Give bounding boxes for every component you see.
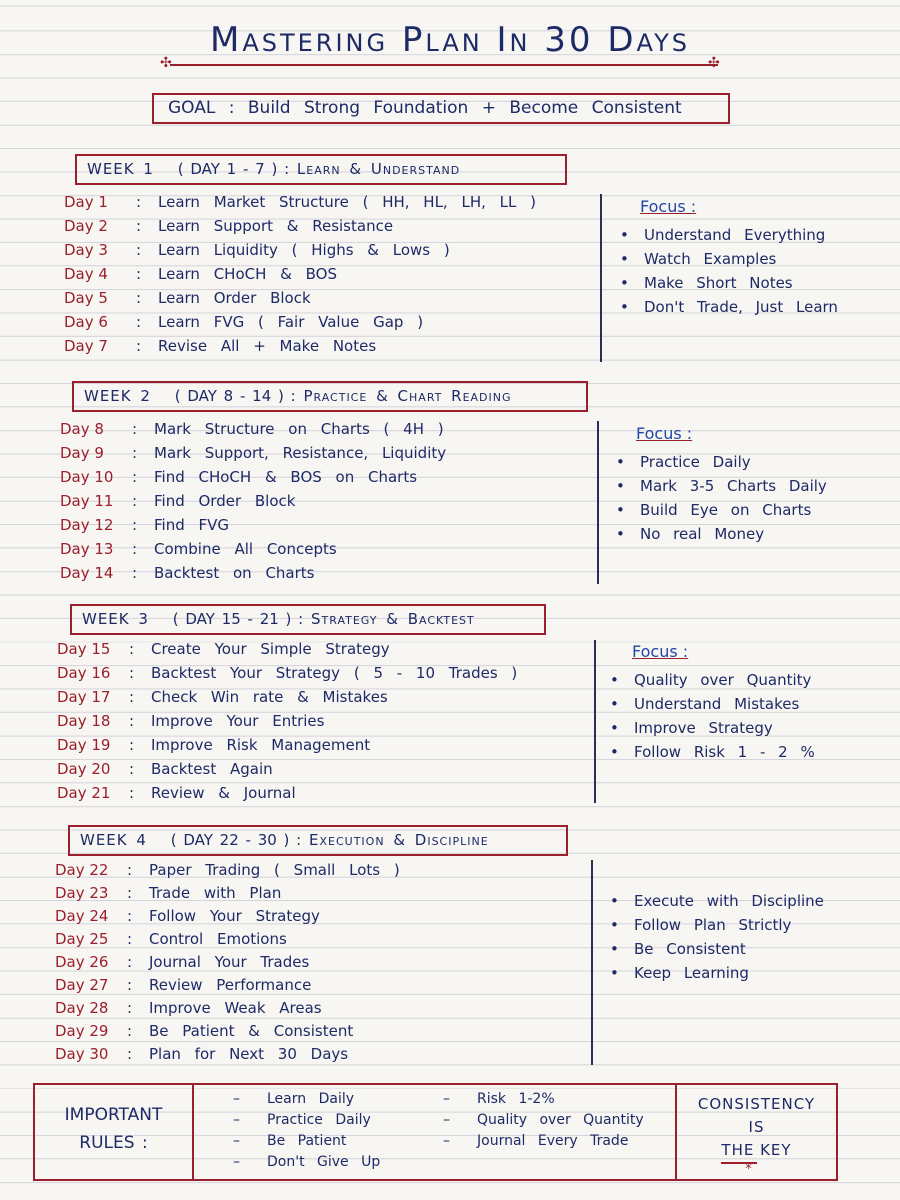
rule-item: – Don't Give Up xyxy=(233,1154,381,1170)
day-task: Follow Your Strategy xyxy=(149,907,320,925)
day-row: Day 5 : Learn Order Block xyxy=(64,286,536,310)
rule-item: – Journal Every Trade xyxy=(443,1133,629,1149)
day-task: Find FVG xyxy=(154,516,230,534)
week-4-focus xyxy=(610,889,824,985)
bullet-icon: • xyxy=(616,501,625,519)
bullet-icon: • xyxy=(620,274,629,292)
day-row: Day 3 : Learn Liquidity ( Highs & Lows ) xyxy=(64,238,536,262)
day-row: Day 15 : Create Your Simple Strategy xyxy=(57,637,517,661)
week-2-header xyxy=(72,381,588,412)
day-row: Day 29 : Be Patient & Consistent xyxy=(55,1020,400,1043)
goal-box: GOAL : Build Strong Foundation + Become Consistent xyxy=(152,93,730,124)
focus-item: • No real Money xyxy=(616,522,827,546)
focus-item: • Understand Everything xyxy=(620,223,838,247)
day-label: Day 2 xyxy=(64,217,108,235)
day-label: Day 27 xyxy=(55,976,109,994)
rule-item: – Learn Daily xyxy=(233,1091,355,1107)
day-row: Day 24 : Follow Your Strategy xyxy=(55,905,400,928)
day-row: Day 21 : Review & Journal xyxy=(57,781,517,805)
bullet-icon: • xyxy=(610,743,619,761)
focus-item: • Mark 3-5 Charts Daily xyxy=(616,474,827,498)
day-row: Day 22 : Paper Trading ( Small Lots ) xyxy=(55,859,400,882)
day-label: Day 14 xyxy=(60,564,114,582)
week-1-divider xyxy=(600,194,602,362)
day-task: Create Your Simple Strategy xyxy=(151,640,390,658)
week-2-focus xyxy=(616,424,827,546)
bullet-icon: • xyxy=(620,250,629,268)
week-4-header xyxy=(68,825,568,856)
day-label: Day 17 xyxy=(57,688,111,706)
day-row: Day 25 : Control Emotions xyxy=(55,928,400,951)
title-underline xyxy=(170,64,718,66)
rules-column-2 xyxy=(443,1089,644,1152)
week-topic: Strategy & Backtest xyxy=(311,610,475,628)
week-4-days xyxy=(55,859,400,1066)
day-label: Day 4 xyxy=(64,265,108,283)
focus-item: • Keep Learning xyxy=(610,961,824,985)
day-task: Find Order Block xyxy=(154,492,296,510)
focus-item: • Don't Trade, Just Learn xyxy=(620,295,838,319)
day-task: Plan for Next 30 Days xyxy=(149,1045,349,1063)
week-label: WEEK 4 xyxy=(80,831,147,849)
focus-item: • Follow Plan Strictly xyxy=(610,913,824,937)
right-ornament-icon: ✣ xyxy=(708,55,720,71)
day-row: Day 13 : Combine All Concepts xyxy=(60,537,446,561)
day-label: Day 8 xyxy=(60,420,104,438)
focus-item: • Follow Risk 1 - 2 % xyxy=(610,740,815,764)
day-row: Day 11 : Find Order Block xyxy=(60,489,446,513)
page-title: Mastering Plan In 30 Days xyxy=(209,20,691,60)
day-label: Day 11 xyxy=(60,492,114,510)
day-row: Day 8 : Mark Structure on Charts ( 4H ) xyxy=(60,417,446,441)
day-row: Day 30 : Plan for Next 30 Days xyxy=(55,1043,400,1066)
day-label: Day 7 xyxy=(64,337,108,355)
focus-item: • Improve Strategy xyxy=(610,716,815,740)
focus-item: • Execute with Discipline xyxy=(610,889,824,913)
focus-item: • Make Short Notes xyxy=(620,271,838,295)
day-row: Day 1 : Learn Market Structure ( HH, HL, LH, LL ) xyxy=(64,190,536,214)
focus-item: • Understand Mistakes xyxy=(610,692,815,716)
week-3-focus xyxy=(610,642,815,764)
day-task: Revise All + Make Notes xyxy=(158,337,377,355)
week-range: ( DAY 8 - 14 ) : xyxy=(174,387,296,405)
day-label: Day 19 xyxy=(57,736,111,754)
day-task: Mark Support, Resistance, Liquidity xyxy=(154,444,447,462)
week-range: ( DAY 22 - 30 ) : xyxy=(170,831,302,849)
bullet-icon: • xyxy=(610,695,619,713)
day-row: Day 23 : Trade with Plan xyxy=(55,882,400,905)
day-label: Day 21 xyxy=(57,784,111,802)
focus-title: Focus : xyxy=(636,424,693,443)
focus-title: Focus : xyxy=(640,197,697,216)
week-label: WEEK 1 xyxy=(87,160,154,178)
day-task: Review & Journal xyxy=(151,784,296,802)
day-task: Learn CHoCH & BOS xyxy=(158,265,337,283)
rules-divider-left xyxy=(192,1085,194,1179)
day-row: Day 7 : Revise All + Make Notes xyxy=(64,334,536,358)
bullet-icon: • xyxy=(610,671,619,689)
week-2-divider xyxy=(597,421,599,584)
day-task: Be Patient & Consistent xyxy=(149,1022,354,1040)
day-task: Backtest Again xyxy=(151,760,273,778)
day-task: Backtest Your Strategy ( 5 - 10 Trades ) xyxy=(151,664,518,682)
day-row: Day 20 : Backtest Again xyxy=(57,757,517,781)
consistency-key: CONSISTENCY IS THE KEY * xyxy=(677,1093,836,1179)
week-3-header xyxy=(70,604,546,635)
bullet-icon: • xyxy=(620,298,629,316)
day-task: Paper Trading ( Small Lots ) xyxy=(149,861,400,879)
day-label: Day 15 xyxy=(57,640,111,658)
day-label: Day 18 xyxy=(57,712,111,730)
day-row: Day 6 : Learn FVG ( Fair Value Gap ) xyxy=(64,310,536,334)
important-rules-box xyxy=(33,1083,838,1181)
focus-item: • Watch Examples xyxy=(620,247,838,271)
week-3-days xyxy=(57,637,517,805)
day-task: Mark Structure on Charts ( 4H ) xyxy=(154,420,444,438)
week-4-divider xyxy=(591,860,593,1065)
day-label: Day 10 xyxy=(60,468,114,486)
day-task: Improve Risk Management xyxy=(151,736,371,754)
day-label: Day 20 xyxy=(57,760,111,778)
focus-item: • Practice Daily xyxy=(616,450,827,474)
day-label: Day 22 xyxy=(55,861,109,879)
day-row: Day 2 : Learn Support & Resistance xyxy=(64,214,536,238)
day-label: Day 13 xyxy=(60,540,114,558)
day-label: Day 5 xyxy=(64,289,108,307)
focus-title: Focus : xyxy=(632,642,689,661)
day-task: Backtest on Charts xyxy=(154,564,315,582)
day-label: Day 26 xyxy=(55,953,109,971)
day-task: Learn Liquidity ( Highs & Lows ) xyxy=(158,241,450,259)
week-1-days xyxy=(64,190,536,358)
day-label: Day 16 xyxy=(57,664,111,682)
week-1-header xyxy=(75,154,567,185)
week-3-divider xyxy=(594,640,596,803)
focus-item: • Be Consistent xyxy=(610,937,824,961)
bullet-icon: • xyxy=(610,964,619,982)
day-label: Day 12 xyxy=(60,516,114,534)
day-row: Day 10 : Find CHoCH & BOS on Charts xyxy=(60,465,446,489)
bullet-icon: • xyxy=(610,940,619,958)
day-label: Day 30 xyxy=(55,1045,109,1063)
bullet-icon: • xyxy=(616,477,625,495)
week-range: ( DAY 1 - 7 ) : xyxy=(177,160,290,178)
day-task: Improve Your Entries xyxy=(151,712,325,730)
left-ornament-icon: ✣ xyxy=(160,55,172,71)
rules-title: IMPORTANT RULES : xyxy=(64,1105,163,1153)
day-task: Journal Your Trades xyxy=(149,953,310,971)
day-label: Day 24 xyxy=(55,907,109,925)
week-range: ( DAY 15 - 21 ) : xyxy=(172,610,304,628)
week-topic: Learn & Understand xyxy=(296,160,461,178)
day-row: Day 18 : Improve Your Entries xyxy=(57,709,517,733)
day-label: Day 1 xyxy=(64,193,108,211)
day-task: Combine All Concepts xyxy=(154,540,337,558)
focus-item: • Quality over Quantity xyxy=(610,668,815,692)
day-task: Learn Order Block xyxy=(158,289,311,307)
bullet-icon: • xyxy=(620,226,629,244)
day-row: Day 14 : Backtest on Charts xyxy=(60,561,446,585)
week-label: WEEK 3 xyxy=(82,610,149,628)
day-task: Improve Weak Areas xyxy=(149,999,322,1017)
day-row: Day 12 : Find FVG xyxy=(60,513,446,537)
star-icon: * xyxy=(745,1162,752,1177)
day-label: Day 25 xyxy=(55,930,109,948)
day-label: Day 3 xyxy=(64,241,108,259)
day-label: Day 23 xyxy=(55,884,109,902)
day-row: Day 26 : Journal Your Trades xyxy=(55,951,400,974)
bullet-icon: • xyxy=(616,525,625,543)
day-row: Day 17 : Check Win rate & Mistakes xyxy=(57,685,517,709)
day-task: Learn Support & Resistance xyxy=(158,217,394,235)
day-task: Learn Market Structure ( HH, HL, LH, LL ) xyxy=(158,193,536,211)
week-topic: Practice & Chart Reading xyxy=(303,387,512,405)
rules-column-1 xyxy=(233,1089,380,1173)
bullet-icon: • xyxy=(610,892,619,910)
bullet-icon: • xyxy=(610,916,619,934)
day-task: Control Emotions xyxy=(149,930,287,948)
day-label: Day 29 xyxy=(55,1022,109,1040)
rule-item: – Quality over Quantity xyxy=(443,1112,644,1128)
day-task: Check Win rate & Mistakes xyxy=(151,688,388,706)
day-row: Day 9 : Mark Support, Resistance, Liquidity xyxy=(60,441,446,465)
bullet-icon: • xyxy=(616,453,625,471)
day-task: Trade with Plan xyxy=(149,884,282,902)
day-label: Day 6 xyxy=(64,313,108,331)
day-row: Day 16 : Backtest Your Strategy ( 5 - 10 Trades ) xyxy=(57,661,517,685)
day-row: Day 19 : Improve Risk Management xyxy=(57,733,517,757)
day-row: Day 28 : Improve Weak Areas xyxy=(55,997,400,1020)
week-1-focus xyxy=(620,197,838,319)
day-row: Day 27 : Review Performance xyxy=(55,974,400,997)
rule-item: – Be Patient xyxy=(233,1133,347,1149)
week-label: WEEK 2 xyxy=(84,387,151,405)
day-task: Find CHoCH & BOS on Charts xyxy=(154,468,418,486)
day-label: Day 9 xyxy=(60,444,104,462)
rule-item: – Risk 1-2% xyxy=(443,1091,555,1107)
day-label: Day 28 xyxy=(55,999,109,1017)
focus-item: • Build Eye on Charts xyxy=(616,498,827,522)
day-task: Review Performance xyxy=(149,976,312,994)
day-row: Day 4 : Learn CHoCH & BOS xyxy=(64,262,536,286)
week-2-days xyxy=(60,417,446,585)
rule-item: – Practice Daily xyxy=(233,1112,371,1128)
week-topic: Execution & Discipline xyxy=(309,831,489,849)
day-task: Learn FVG ( Fair Value Gap ) xyxy=(158,313,424,331)
bullet-icon: • xyxy=(610,719,619,737)
